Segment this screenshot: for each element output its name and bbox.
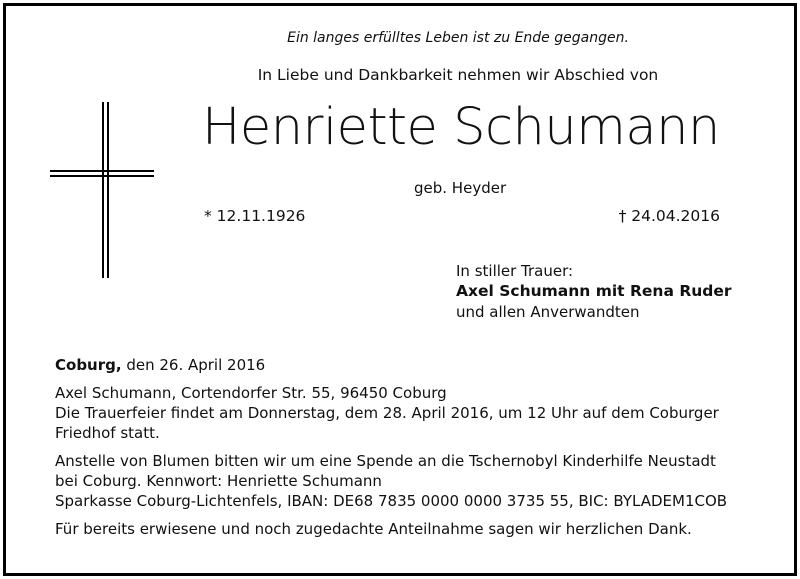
maiden-name: geb. Heyder [414,179,507,197]
bank-details: Sparkasse Coburg-Lichtenfels, IBAN: DE68 7835 0000 0000 3735 55, BIC: BYLADEM1COB [55,492,728,510]
death-date: † 24.04.2016 [618,207,720,225]
intro-line: In Liebe und Dankbarkeit nehmen wir Abschied von [257,66,659,84]
donation-line-1: Anstelle von Blumen bitten wir um eine Spende an die Tschernobyl Kinderhilfe Neustadt [55,452,716,470]
address: Axel Schumann, Cortendorfer Str. 55, 96450 Coburg [55,384,447,402]
obituary-notice [3,3,797,576]
thanks: Für bereits erwiesene und noch zugedachte Anteilnahme sagen wir herzlichen Dank. [55,520,692,538]
donation-line-2: bei Coburg. Kennwort: Henriette Schumann [55,472,382,490]
mourners-others: und allen Anverwandten [456,303,640,321]
place: Coburg, [55,356,122,374]
motto: Ein langes erfülltes Leben ist zu Ende gegangen. [287,30,629,46]
ceremony-info: Die Trauerfeier findet am Donnerstag, dem 28. April 2016, um 12 Uhr auf dem Coburger Friedhof statt. [55,404,719,442]
birth-date: * 12.11.1926 [204,207,306,225]
deceased-name: Henriette Schumann [202,98,720,157]
mourners-names: Axel Schumann mit Rena Ruder [456,282,732,300]
date: den 26. April 2016 [121,356,266,374]
mourners-intro: In stiller Trauer: [456,262,574,280]
place-date [55,355,775,375]
notice-body [55,355,775,539]
cross-icon [50,102,154,278]
